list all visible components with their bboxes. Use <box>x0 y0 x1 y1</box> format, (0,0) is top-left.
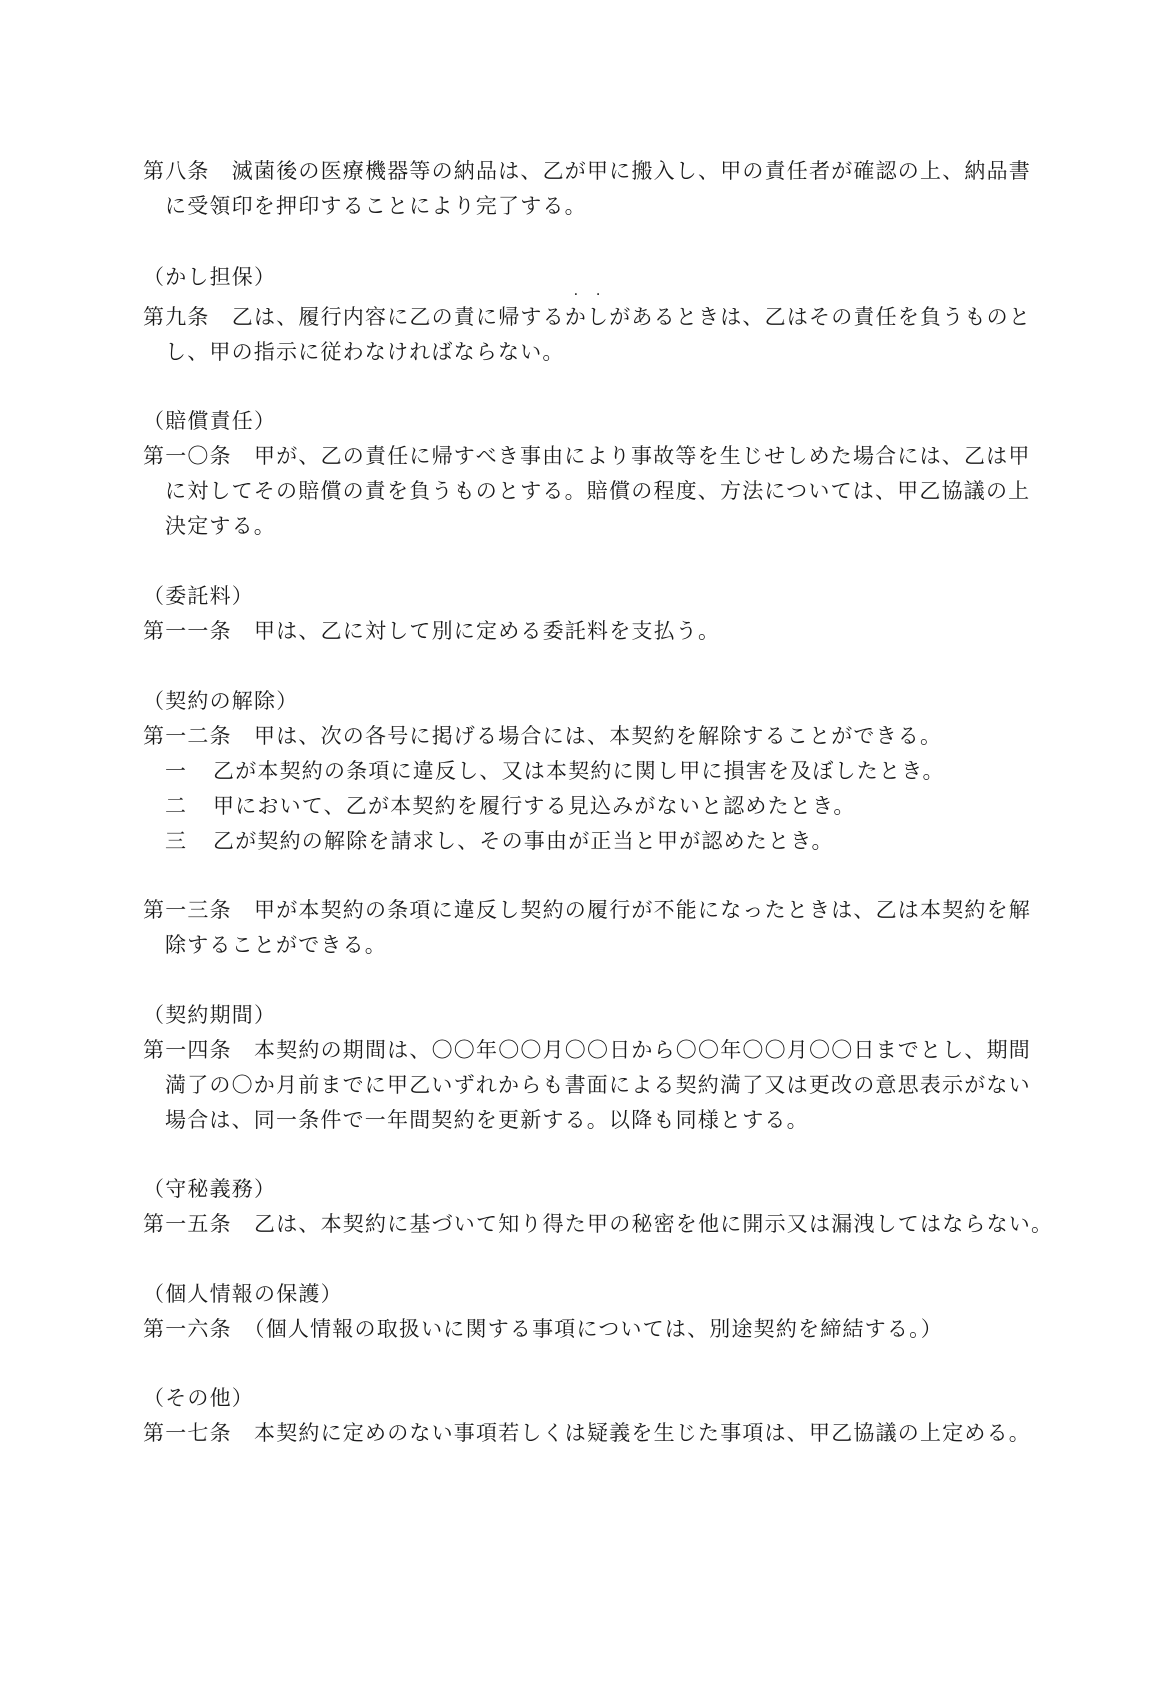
article-15-heading: （守秘義務） <box>143 1177 277 1201</box>
article-14-line-3: 場合は、同一条件で一年間契約を更新する。以降も同様とする。 <box>165 1108 809 1132</box>
article-13-line-1: 第一三条 甲が本契約の条項に違反し契約の履行が不能になったときは、乙は本契約を解 <box>143 898 1031 922</box>
article-10-line-1: 第一〇条 甲が、乙の責任に帰すべき事由により事故等を生じせしめた場合には、乙は甲 <box>143 444 1031 468</box>
list-item-text: 乙が契約の解除を請求し、その事由が正当と甲が認めたとき。 <box>213 829 834 853</box>
article-11-line-1: 第一一条 甲は、乙に対して別に定める委託料を支払う。 <box>143 619 721 643</box>
article-14-heading: （契約期間） <box>143 1003 277 1027</box>
article-16-heading: （個人情報の保護） <box>143 1282 343 1306</box>
article-16-line-1: 第一六条 （個人情報の取扱いに関する事項については、別途契約を締結する。） <box>143 1317 943 1341</box>
article-17-heading: （その他） <box>143 1386 254 1410</box>
list-item-number: 二 <box>165 794 188 818</box>
emphasis-char-2-text: し <box>587 305 610 329</box>
list-item <box>143 754 1023 789</box>
article-8-line-1: 第八条 滅菌後の医療機器等の納品は、乙が甲に搬入し、甲の責任者が確認の上、納品書 <box>143 159 1031 183</box>
article-14-line-1: 第一四条 本契約の期間は、〇〇年〇〇月〇〇日から〇〇年〇〇月〇〇日までとし、期間 <box>143 1038 1031 1062</box>
emphasis-dot-1: ・ <box>570 290 581 301</box>
emphasis-char-1-text: か <box>564 305 588 329</box>
article-12-line-1: 第一二条 甲は、次の各号に掲げる場合には、本契約を解除することができる。 <box>143 724 943 748</box>
article-11 <box>143 579 1023 649</box>
list-item-number: 三 <box>165 829 188 853</box>
list-item-text: 乙が本契約の条項に違反し、又は本契約に関し甲に損害を及ぼしたとき。 <box>213 759 945 783</box>
article-14 <box>143 998 1031 1138</box>
article-9-line-2: し、甲の指示に従わなければならない。 <box>165 340 565 364</box>
list-item <box>143 789 1023 824</box>
article-16 <box>143 1277 1023 1347</box>
article-8-line-2: に受領印を押印することにより完了する。 <box>165 194 587 218</box>
article-8 <box>143 154 1031 224</box>
article-17 <box>143 1381 1031 1451</box>
list-item <box>143 824 1023 859</box>
article-9-line-1-start: 第九条 乙は、履行内容に乙の責に帰する <box>143 305 565 329</box>
article-9-heading: （かし担保） <box>143 265 277 289</box>
article-17-line-1: 第一七条 本契約に定めのない事項若しくは疑義を生じた事項は、甲乙協議の上定める。 <box>143 1421 1031 1445</box>
list-item-number: 一 <box>165 759 188 783</box>
article-13-line-2: 除することができる。 <box>165 933 387 957</box>
article-9-line-1 <box>143 290 1032 335</box>
emphasis-char-1 <box>564 290 588 335</box>
article-15-line-1: 第一五条 乙は、本契約に基づいて知り得た甲の秘密を他に開示又は漏洩してはならない。 <box>143 1212 1054 1236</box>
article-10-heading: （賠償責任） <box>143 409 277 433</box>
emphasis-char-2 <box>587 290 610 335</box>
article-14-line-2: 満了の〇か月前までに甲乙いずれからも書面による契約満了又は更改の意思表示がない <box>165 1073 1031 1097</box>
article-10-line-3: 決定する。 <box>165 514 276 538</box>
article-10 <box>143 404 1031 544</box>
list-item-text: 甲において、乙が本契約を履行する見込みがないと認めたとき。 <box>213 794 856 818</box>
article-12-heading: （契約の解除） <box>143 689 299 713</box>
article-11-heading: （委託料） <box>143 584 254 608</box>
article-13 <box>143 893 1031 963</box>
article-9 <box>143 260 1032 370</box>
article-10-line-2: に対してその賠償の責を負うものとする。賠償の程度、方法については、甲乙協議の上 <box>165 479 1031 503</box>
article-12 <box>143 684 1023 859</box>
article-9-line-1-end: があるときは、乙はその責任を負うものと <box>609 305 1032 329</box>
emphasis-dot-2: ・ <box>593 290 604 301</box>
article-15 <box>143 1172 1054 1242</box>
